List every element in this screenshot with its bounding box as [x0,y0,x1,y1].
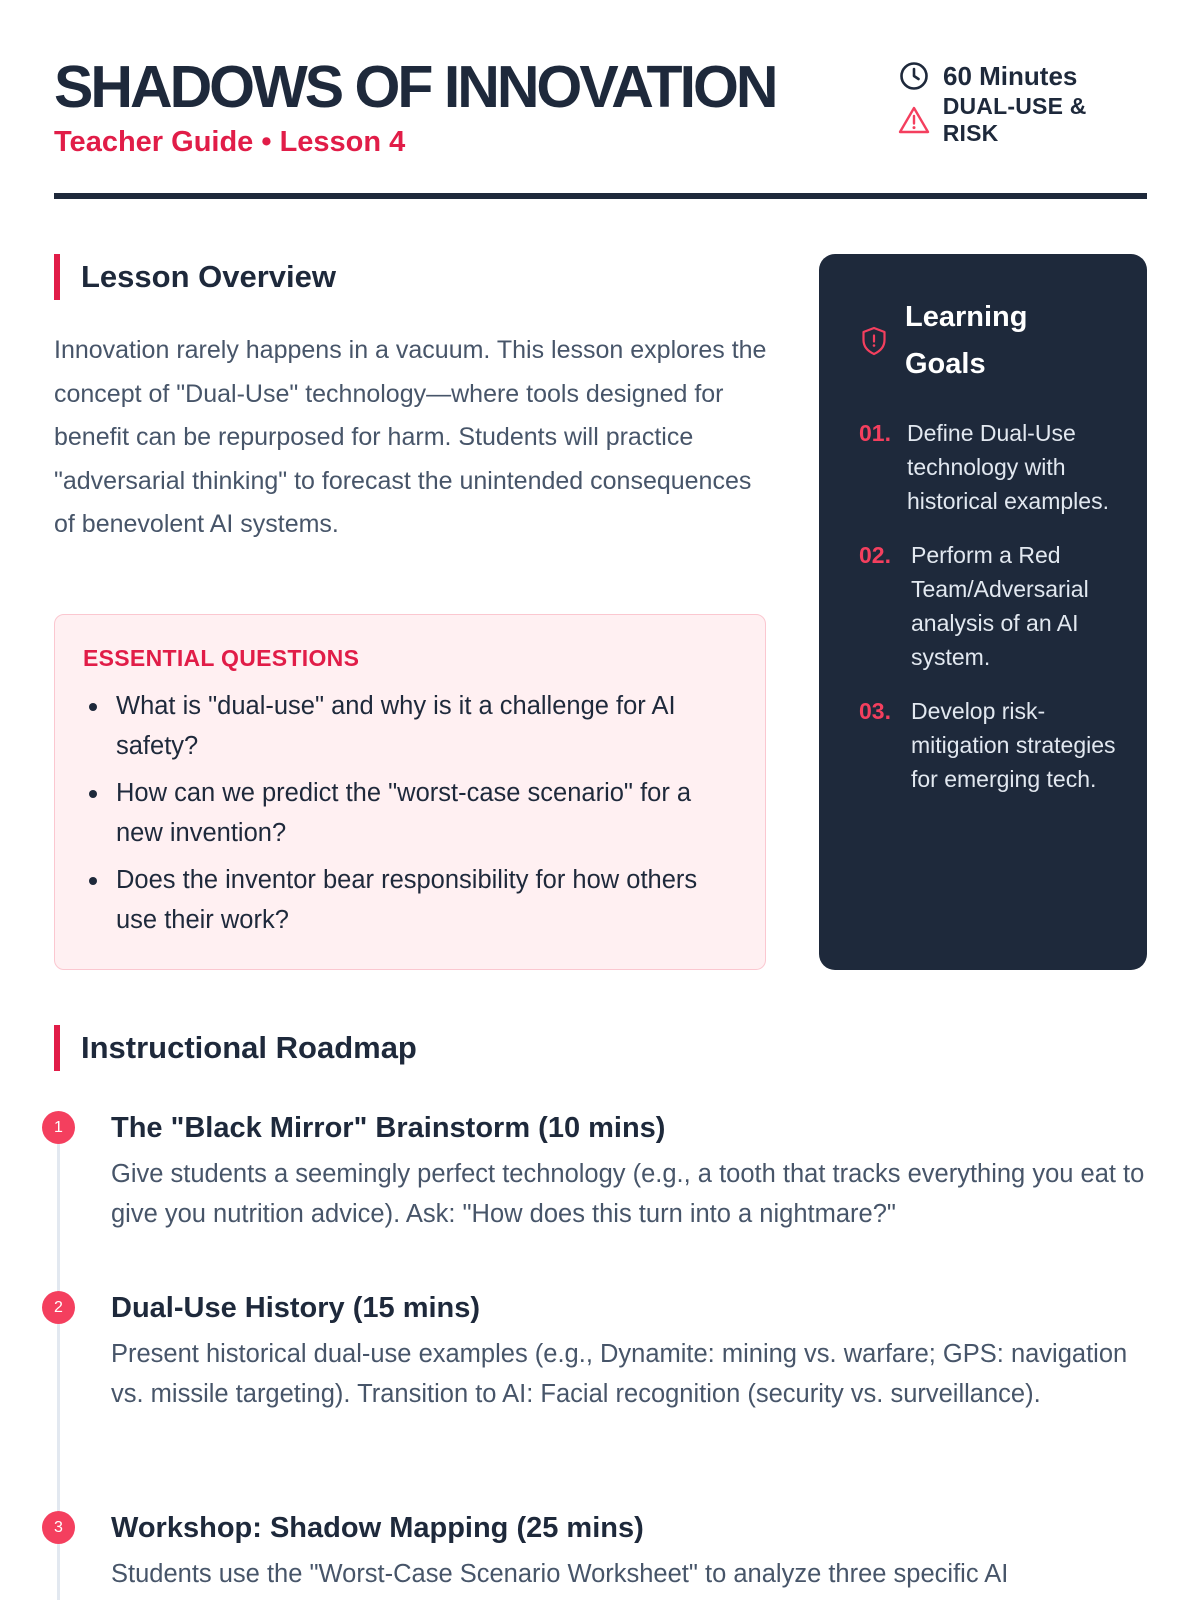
page-title: SHADOWS OF INNOVATION [54,54,776,120]
step-title: Dual-Use History (15 mins) [111,1292,481,1324]
duration-text: 60 Minutes [943,60,1078,91]
learning-goals-title: Learning Goals [905,301,1028,380]
heading-accent-bar [54,254,60,300]
step-description: Give students a seemingly perfect technology (e.g., a tooth that tracks everything you eat to give you nutrition advice). Ask: "How does this turn into a nightmare?" [111,1160,1145,1228]
learning-goals-card [819,254,1147,970]
question-text: Does the inventor bear responsibility for how others use their work? [116,866,698,934]
goal-number: 03. [859,698,891,724]
overview-title: Lesson Overview [81,259,337,294]
bullet-icon [89,703,97,711]
lesson-meta [897,56,1147,144]
list-item [83,860,737,940]
list-item [859,694,1117,796]
list-item [859,416,1117,518]
essential-questions-list [83,686,737,940]
goal-number: 01. [859,420,891,446]
heading-accent-bar [54,1025,60,1071]
step-title: The "Black Mirror" Brainstorm (10 mins) [111,1112,666,1144]
step-title: Workshop: Shadow Mapping (25 mins) [111,1512,644,1544]
essential-questions-box [54,614,766,970]
bullet-icon [89,790,97,798]
overview-paragraph: Innovation rarely happens in a vacuum. This lesson explores the concept of "Dual-Use" technology—where tools designed for benefit can be repurposed for harm. Students will practice "adversarial thinking" to forecast the unintended consequences of benevolent AI systems. [54,336,767,538]
warning-triangle-icon [897,103,931,137]
topic-row [897,93,1147,146]
topic-tag: DUAL-USE & RISK [942,93,1087,146]
goal-text: Develop risk-mitigation strategies for emerging tech. [911,698,1116,792]
list-item [859,538,1117,674]
list-item [83,686,737,766]
goal-text: Perform a Red Team/Adversarial analysis of an AI system. [911,542,1089,670]
shield-alert-icon [859,326,889,356]
goal-text: Define Dual-Use technology with historical examples. [907,420,1109,514]
header-divider [54,193,1147,199]
question-text: How can we predict the "worst-case scenario" for a new invention? [116,779,692,847]
page-header [54,52,1147,202]
list-item [83,773,737,853]
clock-icon [897,59,931,93]
bullet-icon [89,877,97,885]
question-text: What is "dual-use" and why is it a challenge for AI safety? [116,692,676,760]
goal-number: 02. [859,542,891,568]
roadmap-title: Instructional Roadmap [81,1030,417,1065]
roadmap-heading [54,1025,417,1071]
duration-row [897,56,1147,96]
learning-goals-header [859,294,1117,388]
step-description: Present historical dual-use examples (e.g., Dynamite: mining vs. warfare; GPS: navigation vs. missile targeting). Transition to AI: Facial recognition (security vs. surveillance). [111,1340,1128,1408]
page-subtitle: Teacher Guide • Lesson 4 [54,126,406,158]
step-number-badge: 2 [42,1291,75,1324]
step-number-badge: 1 [42,1111,75,1144]
essential-questions-label: ESSENTIAL QUESTIONS [83,645,360,671]
overview-heading [54,254,336,300]
step-number-badge: 3 [42,1511,75,1544]
step-description: Students use the "Worst-Case Scenario Worksheet" to analyze three specific AI [111,1560,1009,1588]
